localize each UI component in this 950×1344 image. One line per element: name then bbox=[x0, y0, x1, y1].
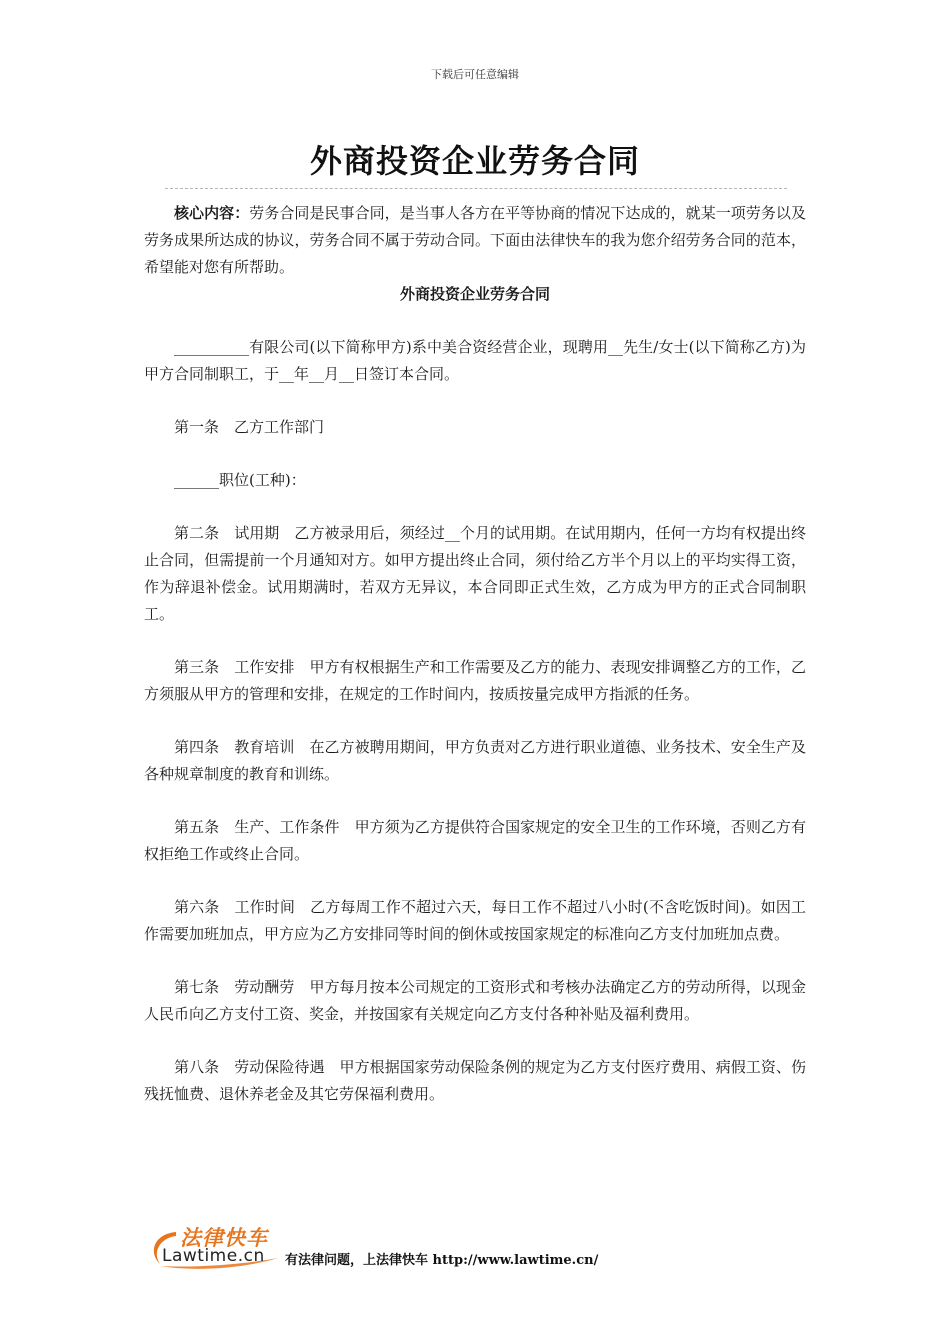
article-heading: 第七条 bbox=[174, 978, 220, 996]
summary-paragraph bbox=[144, 200, 806, 281]
preamble-paragraph: __________有限公司(以下简称甲方)系中美合资经营企业，现聘用__先生/女士(以下简称乙方)为甲方合同制职工，于__年__月__日签订本合同。 bbox=[144, 338, 806, 383]
article-text: 甲方须为乙方提供符合国家规定的安全卫生的工作环境，否则乙方有权拒绝工作或终止合同。 bbox=[144, 818, 806, 863]
header-note: 下载后可任意编辑 bbox=[431, 68, 519, 81]
article-title: 工作时间 bbox=[234, 898, 296, 916]
article-heading: 第三条 bbox=[174, 658, 220, 676]
article-title: 工作安排 bbox=[234, 658, 295, 676]
lawtime-logo[interactable] bbox=[146, 1222, 286, 1270]
article-heading: 第二条 bbox=[174, 524, 220, 542]
document-title: 外商投资企业劳务合同 bbox=[309, 142, 640, 180]
article-heading: 第五条 bbox=[174, 818, 220, 836]
article-title: 教育培训 bbox=[234, 738, 295, 756]
article-1 bbox=[144, 414, 806, 441]
article-heading: 第六条 bbox=[174, 898, 220, 916]
article-text: 甲方每月按本公司规定的工资形式和考核办法确定乙方的劳动所得，以现金人民币向乙方支付工资、奖金，并按国家有关规定向乙方支付各种补贴及福利费用。 bbox=[144, 978, 806, 1023]
article-text: 乙方被录用后，须经过__个月的试用期。在试用期内，任何一方均有权提出终止合同，但需提前一个月通知对方。如甲方提出终止合同，须付给乙方半个月以上的平均实得工资，作为辞退补偿金。试用期满时，若双方无异议，本合同即正式生效，乙方成为甲方的正式合同制职工。 bbox=[144, 524, 806, 623]
article-text: 甲方有权根据生产和工作需要及乙方的能力、表现安排调整乙方的工作，乙方须服从甲方的管理和安排，在规定的工作时间内，按质按量完成甲方指派的任务。 bbox=[144, 658, 806, 703]
document-body bbox=[144, 200, 806, 1108]
article-7 bbox=[144, 974, 806, 1028]
article-title: 劳动酬劳 bbox=[234, 978, 295, 996]
article-text: 在乙方被聘用期间，甲方负责对乙方进行职业道德、业务技术、安全生产及各种规章制度的教育和训练。 bbox=[144, 738, 806, 783]
article-title: 劳动保险待遇 bbox=[234, 1058, 325, 1076]
contract-subtitle: 外商投资企业劳务合同 bbox=[399, 285, 550, 303]
article-text: 乙方每周工作不超过六天，每日工作不超过八小时(不含吃饭时间)。如因工作需要加班加点，甲方应为乙方安排同等时间的倒休或按国家规定的标准向乙方支付加班加点费。 bbox=[144, 898, 806, 943]
logo-english-text: Lawtime.cn bbox=[162, 1246, 265, 1266]
article-title: 生产、工作条件 bbox=[234, 818, 340, 836]
article-title: 试用期 bbox=[234, 524, 280, 542]
article-6 bbox=[144, 894, 806, 948]
article-text: 甲方根据国家劳动保险条例的规定为乙方支付医疗费用、病假工资、伤残抚恤费、退休养老金及其它劳保福利费用。 bbox=[144, 1058, 806, 1103]
article-heading: 第八条 bbox=[174, 1058, 220, 1076]
article-title: 乙方工作部门 bbox=[234, 418, 325, 436]
article-4 bbox=[144, 734, 806, 788]
logo-chinese-text: 法律快车 bbox=[180, 1226, 268, 1250]
article-text: ______职位(工种)： bbox=[174, 471, 306, 489]
article-1-position bbox=[144, 467, 806, 494]
article-5 bbox=[144, 814, 806, 868]
article-8 bbox=[144, 1054, 806, 1108]
summary-text: 劳务合同是民事合同，是当事人各方在平等协商的情况下达成的，就某一项劳务以及劳务成果所达成的协议，劳务合同不属于劳动合同。下面由法律快车的我为您介绍劳务合同的范本，希望能对您有所帮助。 bbox=[144, 204, 806, 276]
summary-label: 核心内容： bbox=[174, 204, 250, 222]
article-heading: 第四条 bbox=[174, 738, 220, 756]
page-footer bbox=[146, 1222, 786, 1272]
footer-slogan-link[interactable]: 有法律问题，上法律快车 http://www.lawtime.cn/ bbox=[285, 1253, 599, 1268]
title-divider bbox=[165, 188, 787, 189]
article-3 bbox=[144, 654, 806, 708]
article-heading: 第一条 bbox=[174, 418, 220, 436]
article-2 bbox=[144, 520, 806, 628]
